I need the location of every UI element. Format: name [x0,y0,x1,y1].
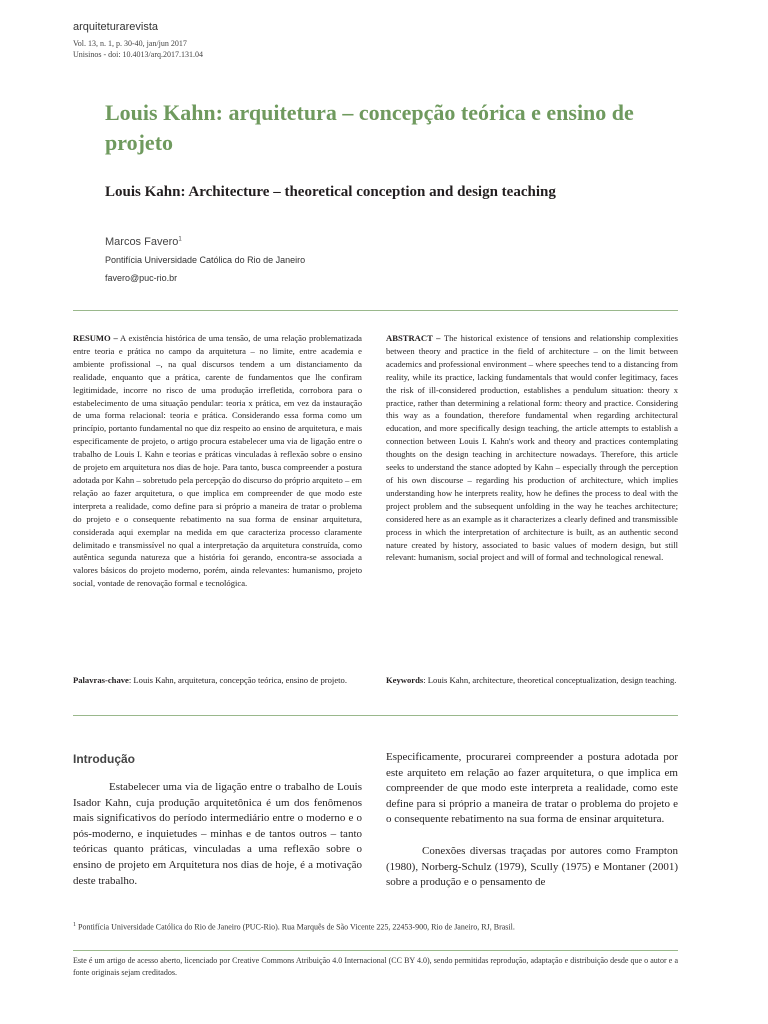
abstract-block [386,332,678,564]
bottom-divider [73,950,678,951]
intro-paragraph-2: Especificamente, procurarei compreender a postura adotada por este arquiteto em relação ao fazer arquitetura, o que implica em compreender de que modo este interpreta a realidade, como este define para si próprio a maneira de tratar o problema do projeto e o consequente rebatimento na sua forma de ensinar arquitetura. [386,751,678,826]
abstract-text: The historical existence of tensions and relationship complexities between theory and practice in the field of architecture – on the limit between academics and professional environment – where speeches tend to a distancing from reality, while its practice, lacking fundamentals that would confer legitimacy, faces the risk of ill-considered production, establishes a pendulum situation: theory x practice, rather than determining a relational form: theory and practice. Considering this way as a foundation, therefore fundamental when regarding architectural education, and more specifically design teaching, the article attempts to establish a connection between Louis I. Kahn's work and theory and practices contemplating thoughts on the design teaching in architecture nowadays. Therefore, this article seeks to understand the stance adopted by Kahn – especially through the perception of his own discourse – regarding his production of architecture, which implies understanding how he interprets reality, how he defines the process to deal with the project problem and the subsequent unfolding in the way he teaches architecture; considered here as an example as it characterizes a clearly defined and transmissible process in which the interpretation of architecture is built, as an authentic second nature created by history, associated to basic values of modern design, but still relevant: humanism, social project and will of formal and technological renewal. [386,333,679,563]
keywords-pt-label: Palavras-chave [73,675,129,685]
author-footnote-marker: 1 [178,236,182,243]
footnote-text: Pontifícia Universidade Católica do Rio de Janeiro (PUC-Rio). Rua Marquês de São Vicente 225, 22453-900, Rio de Janeiro, RJ, Brasil. [78,922,515,932]
title-english: Louis Kahn: Architecture – theoretical conception and design teaching [105,184,556,200]
section-heading-intro: Introdução [73,752,135,766]
license-notice: Este é um artigo de acesso aberto, licenciado por Creative Commons Atribuição 4.0 Internacional (CC BY 4.0), sendo permitidas reprodução, adaptação e distribuição desde que o autor e a fonte originais sejam creditados. [73,956,678,977]
keywords-pt [73,674,362,687]
abstract-label: ABSTRACT – [386,333,441,343]
resumo-text: A existência histórica de uma tensão, de uma relação problematizada entre teoria e prática no campo da arquitetura – no limite, entre academia e ambiente profissional –, na qual discursos tendem a um distanciamento da realidade, enquanto que a prática, carente de fundamentos que lhe confiram legitimidade, incorre no risco de uma produção irrefletida, corrobora para o estabelecimento de uma situação pendular: teoria x prática, em vez da instauração de uma forma relacional: teoria e prática. Considerando essa forma como um princípio, portanto fundamental no que diz respeito ao ensino de arquitetura, e mais especificamente de projeto, o artigo procura estabelecer uma via de ligação entre o trabalho de Louis I. Kahn e teorias e práticas vinculadas à reflexão sobre o ensino de projeto em arquitetura nos dias de hoje. Para tanto, busca compreender a postura adotada por Kahn – sobretudo pela percepção do discurso do próprio arquiteto – em relação ao fazer arquitetura, o que implica em compreender de que modo este interpreta a realidade, como define para si próprio a maneira de tratar o problema do projeto e o consequente rebatimento na sua forma de ensinar arquitetura, considerada aqui exemplar na medida em que caracteriza processo claramente delimitado e transmissível no qual a interpretação da arquitetura construída, como autêntica segunda natureza que a história foi gerando, encontra-se associada a valores básicos do projeto moderno, porém, ainda relevantes: humanismo, projeto social, vontade de renovação formal e tecnológica. [73,333,362,589]
footnote-marker: 1 [73,922,76,928]
author-name-text: Marcos Favero [105,236,179,248]
middle-divider [73,715,678,716]
author-name [105,236,182,248]
resumo-block [73,332,362,590]
intro-paragraph-1: Estabelecer uma via de ligação entre o trabalho de Louis Isador Kahn, cuja produção arquitetônica é um dos fenômenos mais significativos do período intermediário entre o moderno e o pós-moderno, e inquietudes – minhas e de tantos outros – tanto teóricas quanto práticas, vinculadas a uma reflexão sobre o ensino de projeto em Arquitetura nos dias de hoje, é a motivação deste trabalho. [73,781,362,887]
intro-paragraph-3: Conexões diversas traçadas por autores como Frampton (1980), Norberg-Schulz (1979), Scully (1975) e Montaner (2001) sobre a produção e o pensamento de [386,845,678,889]
resumo-label: RESUMO – [73,333,118,343]
journal-name: arquiteturarevista [73,21,158,33]
top-divider [73,310,678,311]
author-email[interactable]: favero@puc-rio.br [105,273,178,283]
volume-info: Vol. 13, n. 1, p. 30-40, jan/jun 2017 [73,39,187,48]
doi-info: Unisinos - doi: 10.4013/arq.2017.131.04 [73,50,203,59]
author-affiliation: Pontifícia Universidade Católica do Rio de Janeiro [105,255,306,265]
keywords-pt-text: : Louis Kahn, arquitetura, concepção teórica, ensino de projeto. [128,675,347,685]
keywords-en [386,674,678,687]
keywords-en-text: : Louis Kahn, architecture, theoretical conceptualization, design teaching. [423,675,677,685]
footnote [73,922,515,932]
title-portuguese: Louis Kahn: arquitetura – concepção teórica e ensino de projeto [105,100,634,155]
keywords-en-label: Keywords [386,675,424,685]
